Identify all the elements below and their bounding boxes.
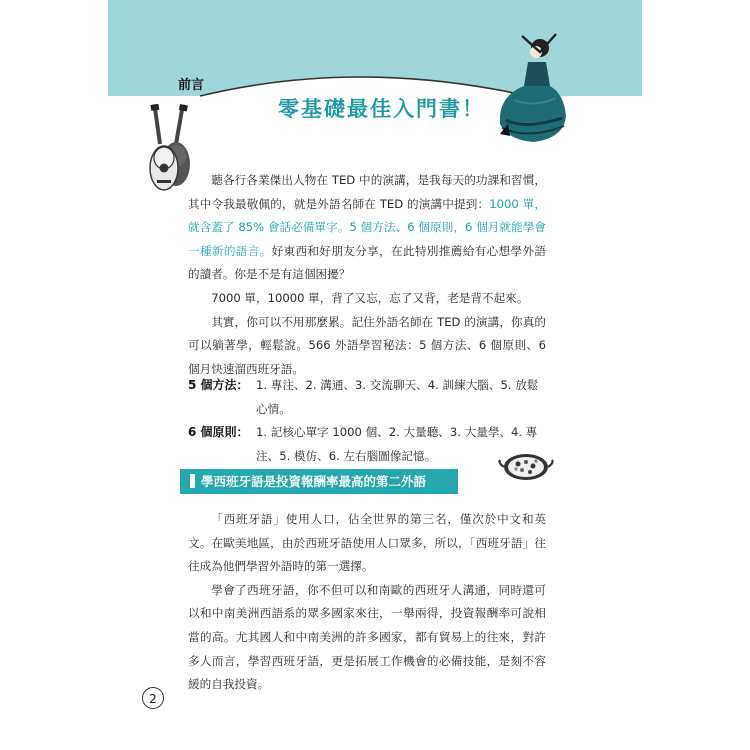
section2-paragraph-2: 學會了西班牙語，你不但可以和南歐的西班牙人溝通，同時還可以和中南美洲西語系的眾多國家來往，一舉兩得，投資報酬率可說相當的高。尤其國人和中南美洲的許多國家，都有貿易上的往來，對許多人而言，學習西班牙語，更是拓展工作機會的必備技能，是刻不容緩的自我投資。 (188, 582, 546, 692)
flamenco-dancer-icon (494, 28, 568, 148)
intro-paragraph-3: 其實，你可以不用那麼累。記住外語名師在 TED 的演講，你真的可以躺著學，輕鬆說。566 外語學習秘法：5 個方法、6 個原則、6 個月快速溜西班牙語。 (188, 314, 546, 376)
intro-p1-text: 聽各行各業傑出人物在 TED 中的演講，是我每天的功課和習慣，其中令我最敬佩的，就是外語名師在 TED 的演講中提到： (188, 173, 546, 211)
section-label: 前言 (178, 78, 205, 93)
principles-content: 1. 記核心單字 1000 個、2. 大量聽、3. 大量學、4. 專注、5. 模仿、6. 左右腦圖像記憶。 (256, 425, 538, 463)
intro-text (188, 169, 546, 381)
intro-p1-closing: 好東西和好朋友分享，在此特別推薦給有心想學外語的讀者。你是不是有這個困擾？ (188, 243, 546, 282)
book-page (108, 0, 642, 750)
section-banner (180, 469, 458, 494)
paella-pan-icon (496, 452, 556, 482)
intro-highlight: 1000 單，就含蓋了 85% 會話必備單字。5 個方法、6 個原則，6 個月就能學會一種新的語言。 (188, 196, 546, 258)
section2-text (188, 508, 546, 697)
intro-paragraph-1 (188, 169, 546, 287)
page-number: 2 (142, 687, 164, 709)
principles-row (188, 421, 548, 468)
methods-content: 1. 專注、2. 溝通、3. 交流聊天、4. 訓練大腦、5. 放鬆心情。 (256, 378, 539, 416)
intro-paragraph-2: 7000 單，10000 單，背了又忘，忘了又背，老是背不起來。 (211, 290, 529, 305)
section2-paragraph-1: 「西班牙語」使用人口，佔全世界的第三名，僅次於中文和英文。在歐美地區，由於西班牙語使用人口眾多，所以，「西班牙語」往往成為他們學習外語時的第一選擇。 (188, 512, 546, 574)
banner-marker (190, 474, 195, 488)
principles-label: 6 個原則： (188, 425, 249, 439)
methods-label: 5 個方法： (188, 378, 249, 392)
banner-text: 學西班牙語是投資報酬率最高的第二外語 (201, 474, 427, 489)
page-title: 零基礎最佳入門書！ (278, 97, 485, 121)
methods-list (188, 374, 548, 468)
methods-row (188, 374, 548, 421)
